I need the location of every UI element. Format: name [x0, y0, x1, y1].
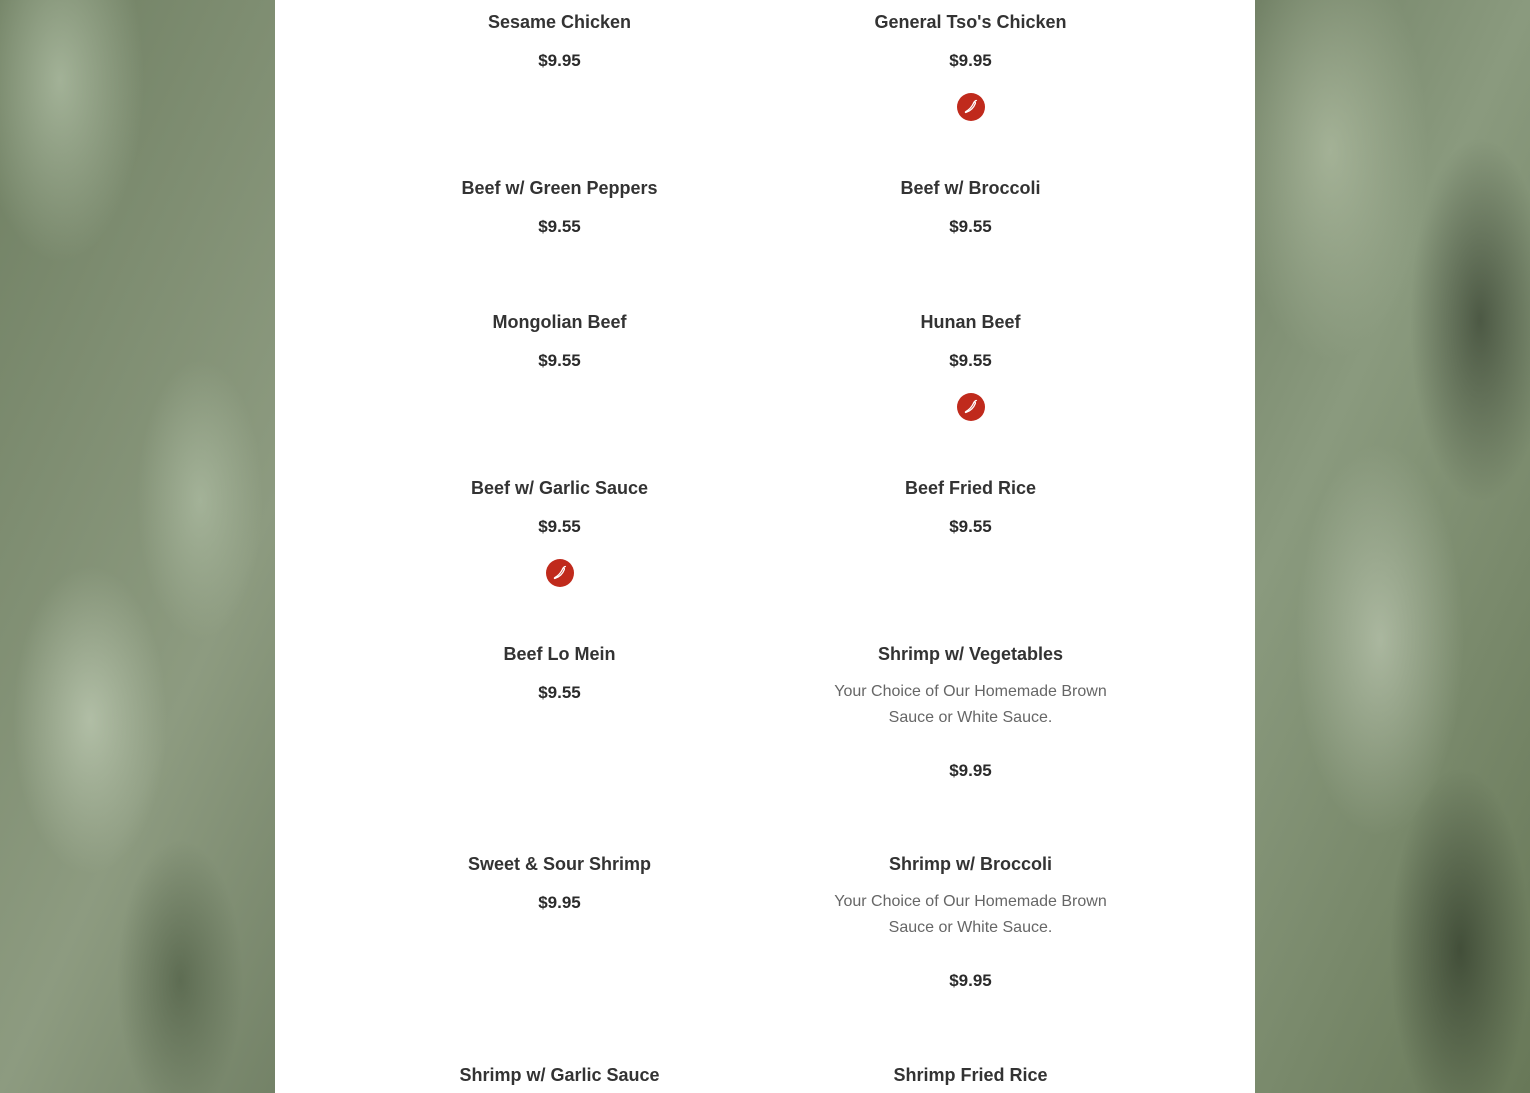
menu-item-name: Sesame Chicken: [487, 12, 632, 32]
menu-item-shrimp-w-broccoli[interactable]: [765, 842, 1176, 1053]
menu-item-beef-w-green-peppers[interactable]: [354, 166, 765, 300]
menu-item-name: General Tso's Chicken: [874, 12, 1067, 32]
menu-item-price: $9.95: [949, 51, 992, 70]
menu-item-beef-lo-mein[interactable]: [354, 632, 765, 842]
menu-item-description: Your Choice of Our Homemade Brown Sauce or White Sauce.: [834, 683, 1107, 726]
menu-item-sweet-and-sour-shrimp[interactable]: [354, 842, 765, 1053]
menu-item-name: Shrimp w/ Vegetables: [877, 644, 1064, 664]
menu-item-price: $9.55: [538, 217, 581, 236]
menu-item-price: $9.95: [538, 51, 581, 70]
menu-item-price: $9.95: [949, 971, 992, 990]
menu-item-name: Beef Lo Mein: [503, 644, 616, 664]
chili-pepper-icon: [546, 559, 574, 587]
menu-item-name: Shrimp w/ Broccoli: [888, 854, 1053, 874]
menu-item-price: $9.95: [538, 893, 581, 912]
menu-item-beef-w-broccoli[interactable]: [765, 166, 1176, 300]
menu-item-price: $9.95: [949, 761, 992, 780]
menu-item-name: Shrimp w/ Garlic Sauce: [459, 1065, 660, 1085]
menu-item-name: Beef w/ Broccoli: [900, 178, 1041, 198]
menu-item-price: $9.55: [949, 351, 992, 370]
menu-item-name: Sweet & Sour Shrimp: [467, 854, 652, 874]
menu-item-sesame-chicken[interactable]: [354, 0, 765, 166]
menu-item-shrimp-w-vegetables[interactable]: [765, 632, 1176, 842]
menu-item-mongolian-beef[interactable]: [354, 300, 765, 466]
menu-item-price: $9.55: [538, 517, 581, 536]
menu-item-name: Beef w/ Green Peppers: [461, 178, 658, 198]
menu-item-name: Hunan Beef: [920, 312, 1021, 332]
menu-item-name: Beef Fried Rice: [904, 478, 1037, 498]
menu-item-beef-fried-rice[interactable]: [765, 466, 1176, 632]
menu-item-shrimp-fried-rice[interactable]: [765, 1053, 1176, 1093]
menu-panel: [275, 0, 1255, 1093]
menu-item-price: $9.55: [538, 683, 581, 702]
chili-pepper-icon: [957, 93, 985, 121]
menu-item-price: $9.55: [949, 517, 992, 536]
menu-item-hunan-beef[interactable]: [765, 300, 1176, 466]
menu-item-name: Mongolian Beef: [492, 312, 627, 332]
menu-item-beef-w-garlic-sauce[interactable]: [354, 466, 765, 632]
menu-item-general-tso-s-chicken[interactable]: [765, 0, 1176, 166]
menu-item-name: Beef w/ Garlic Sauce: [470, 478, 649, 498]
menu-item-description: Your Choice of Our Homemade Brown Sauce or White Sauce.: [834, 893, 1107, 936]
menu-grid: [275, 0, 1255, 1093]
menu-item-name: Shrimp Fried Rice: [893, 1065, 1048, 1085]
chili-pepper-icon: [957, 393, 985, 421]
menu-item-price: $9.55: [538, 351, 581, 370]
menu-item-price: $9.55: [949, 217, 992, 236]
menu-item-shrimp-w-garlic-sauce[interactable]: [354, 1053, 765, 1093]
